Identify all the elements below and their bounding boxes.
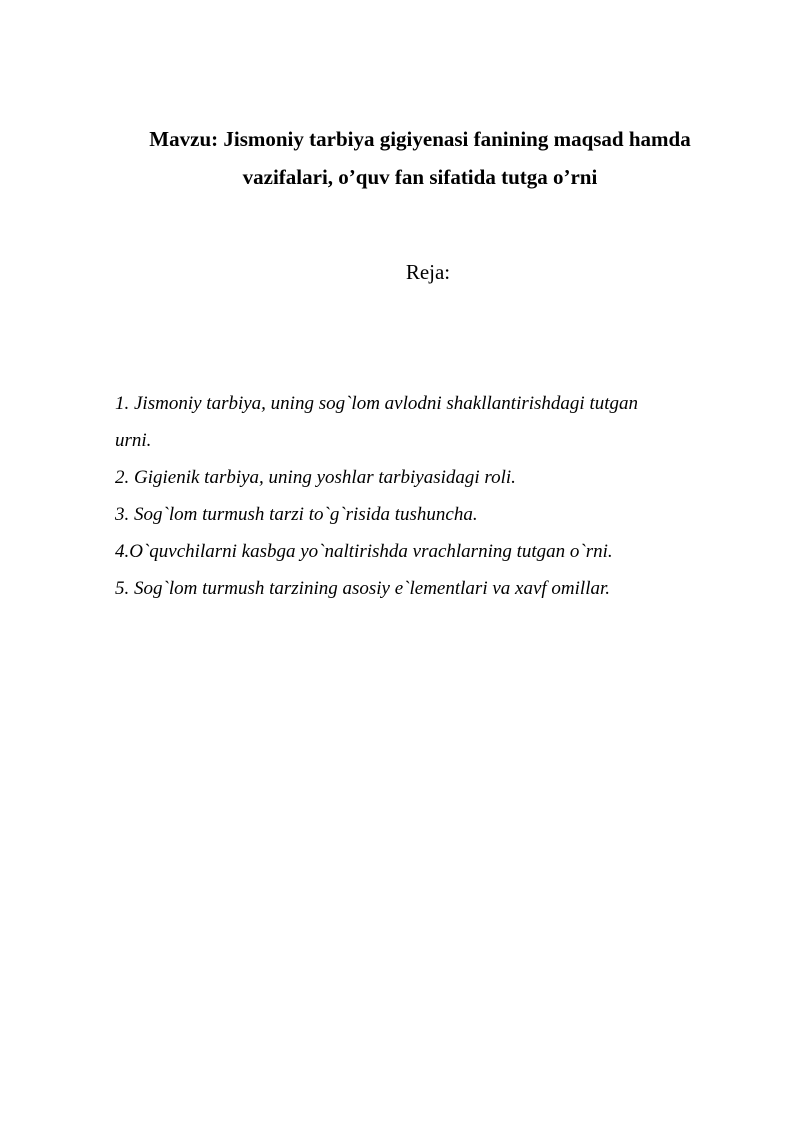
plan-item-text: 2. Gigienik tarbiya, uning yoshlar tarbiyasidagi roli. (115, 467, 516, 488)
document-title (100, 120, 740, 196)
plan-item-text: 3. Sog`lom turmush tarzi to`g`risida tushuncha. (115, 504, 478, 525)
plan-item-text: 4.O`quvchilarni kasbga yo`naltirishda vrachlarning tutgan o`rni. (115, 541, 613, 562)
title-line: vazifalari, o’quv fan sifatida tutga o’rni (242, 165, 598, 189)
plan-item-text: urni. (115, 430, 152, 451)
plan-list (115, 385, 735, 607)
title-line: Mavzu: Jismoniy tarbiya gigiyenasi fanining maqsad hamda (149, 127, 691, 151)
plan-item-text: 1. Jismoniy tarbiya, uning sog`lom avlodni shakllantirishdagi tutgan (115, 393, 639, 414)
plan-item-text: 5. Sog`lom turmush tarzining asosiy e`lementlari va xavf omillar. (115, 578, 611, 599)
plan-item (115, 385, 735, 459)
plan-item (115, 533, 735, 570)
plan-item (115, 459, 735, 496)
plan-item (115, 570, 735, 607)
plan-item (115, 496, 735, 533)
plan-heading: Reja: (405, 260, 451, 284)
